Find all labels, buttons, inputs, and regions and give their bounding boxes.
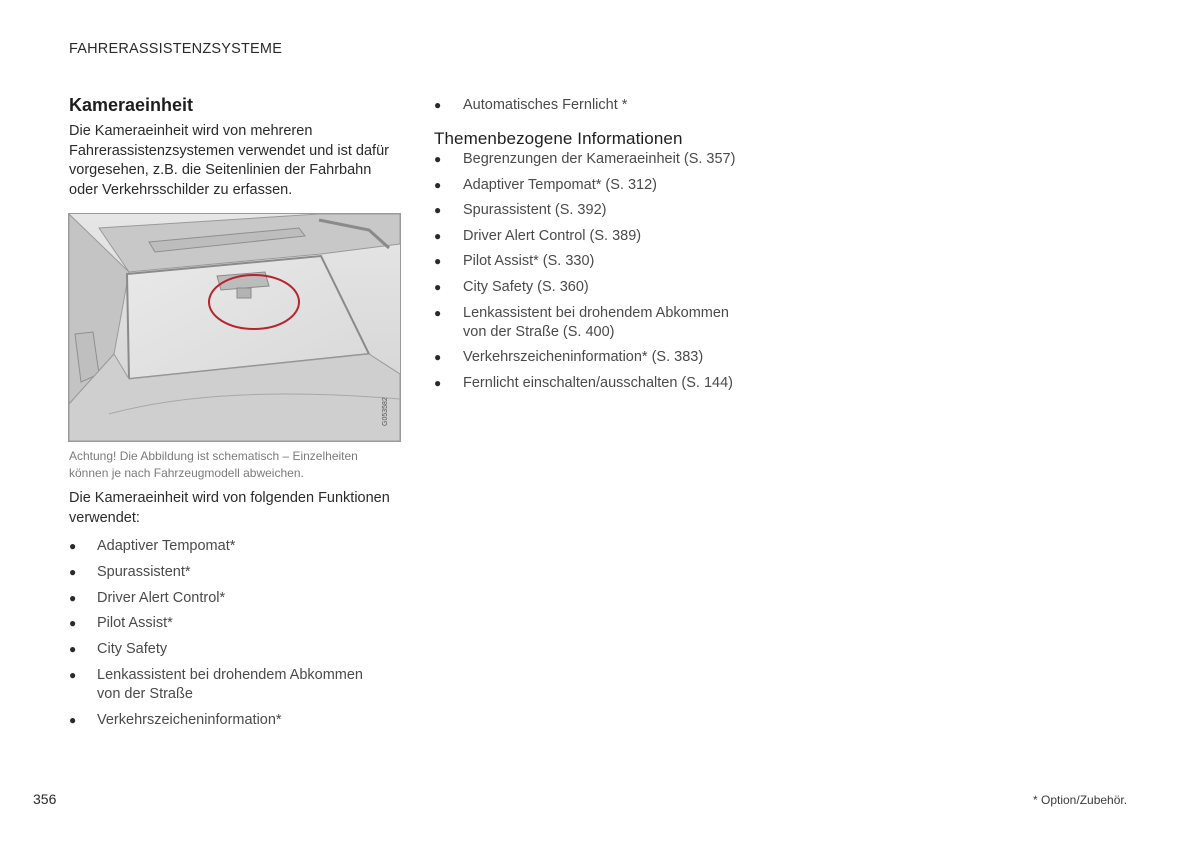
related-info-heading: Themenbezogene Informationen	[434, 129, 683, 148]
related-link[interactable]: ● Pilot Assist* (S. 330)	[434, 253, 595, 270]
section-heading: Kameraeinheit	[69, 95, 194, 115]
page-number: 356	[33, 791, 57, 807]
bullet-icon: ●	[434, 279, 442, 294]
bullet-icon: ●	[434, 177, 442, 192]
list-item: ● City Safety	[69, 641, 168, 658]
bullet-icon: ●	[69, 590, 77, 605]
related-link[interactable]: ● City Safety (S. 360)	[434, 278, 589, 295]
camera-illustration	[68, 213, 401, 442]
bullet-icon: ●	[434, 203, 442, 218]
related-link[interactable]: ● Driver Alert Control (S. 389)	[434, 227, 642, 244]
bullet-icon: ●	[434, 152, 442, 166]
intro-paragraph: Die Kameraeinheit wird von mehreren Fahrerassistenzsystemen verwendet und ist dafür vorgesehen, z.B. die Seitenlinien der Fahrbahn oder Verkehrsschilder zu erfassen.	[69, 123, 389, 198]
bullet-icon: ●	[69, 667, 77, 682]
related-link[interactable]: ● Lenkassistent bei drohendem Abkommen von der Straße (S. 400)	[434, 304, 729, 340]
footnote: * Option/Zubehör.	[1033, 793, 1128, 807]
figure-caption: Achtung! Die Abbildung ist schematisch – Einzelheiten können je nach Fahrzeugmodell abweichen.	[69, 449, 358, 480]
bullet-icon: ●	[69, 616, 77, 631]
related-link[interactable]: ● Fernlicht einschalten/ausschalten (S. 144)	[434, 374, 734, 391]
list-item: ● Pilot Assist*	[69, 615, 173, 632]
related-info-list	[434, 150, 754, 399]
related-link[interactable]: ● Adaptiver Tempomat* (S. 312)	[434, 176, 657, 193]
bullet-icon: ●	[434, 254, 442, 269]
bullet-icon: ●	[434, 98, 442, 112]
figure-code: G053582	[382, 397, 389, 426]
list-item: ● Adaptiver Tempomat*	[69, 538, 236, 554]
related-link[interactable]: ● Verkehrszeicheninformation* (S. 383)	[434, 349, 704, 366]
bullet-icon: ●	[69, 712, 77, 727]
list-item: ● Spurassistent*	[69, 563, 191, 580]
running-head: FAHRERASSISTENZSYSTEME	[69, 41, 283, 57]
list-item: ● Driver Alert Control*	[69, 589, 226, 606]
related-link[interactable]: ● Begrenzungen der Kameraeinheit (S. 357)	[434, 151, 736, 167]
list-item: ● Lenkassistent bei drohendem Abkommen von der Straße	[69, 666, 363, 702]
bullet-icon: ●	[434, 375, 442, 390]
uses-intro: Die Kameraeinheit wird von folgenden Funktionen verwendet:	[69, 490, 390, 526]
bullet-icon: ●	[69, 539, 77, 553]
bullet-icon: ●	[434, 228, 442, 243]
related-link[interactable]: ● Spurassistent (S. 392)	[434, 202, 607, 219]
bullet-icon: ●	[69, 564, 77, 579]
bullet-icon: ●	[69, 642, 77, 657]
functions-list	[69, 537, 389, 737]
list-item: ● Automatisches Fernlicht *	[434, 97, 628, 113]
functions-list-continued	[434, 96, 754, 115]
list-item: ● Verkehrszeicheninformation*	[69, 711, 282, 728]
bullet-icon: ●	[434, 350, 442, 365]
bullet-icon: ●	[434, 305, 442, 320]
